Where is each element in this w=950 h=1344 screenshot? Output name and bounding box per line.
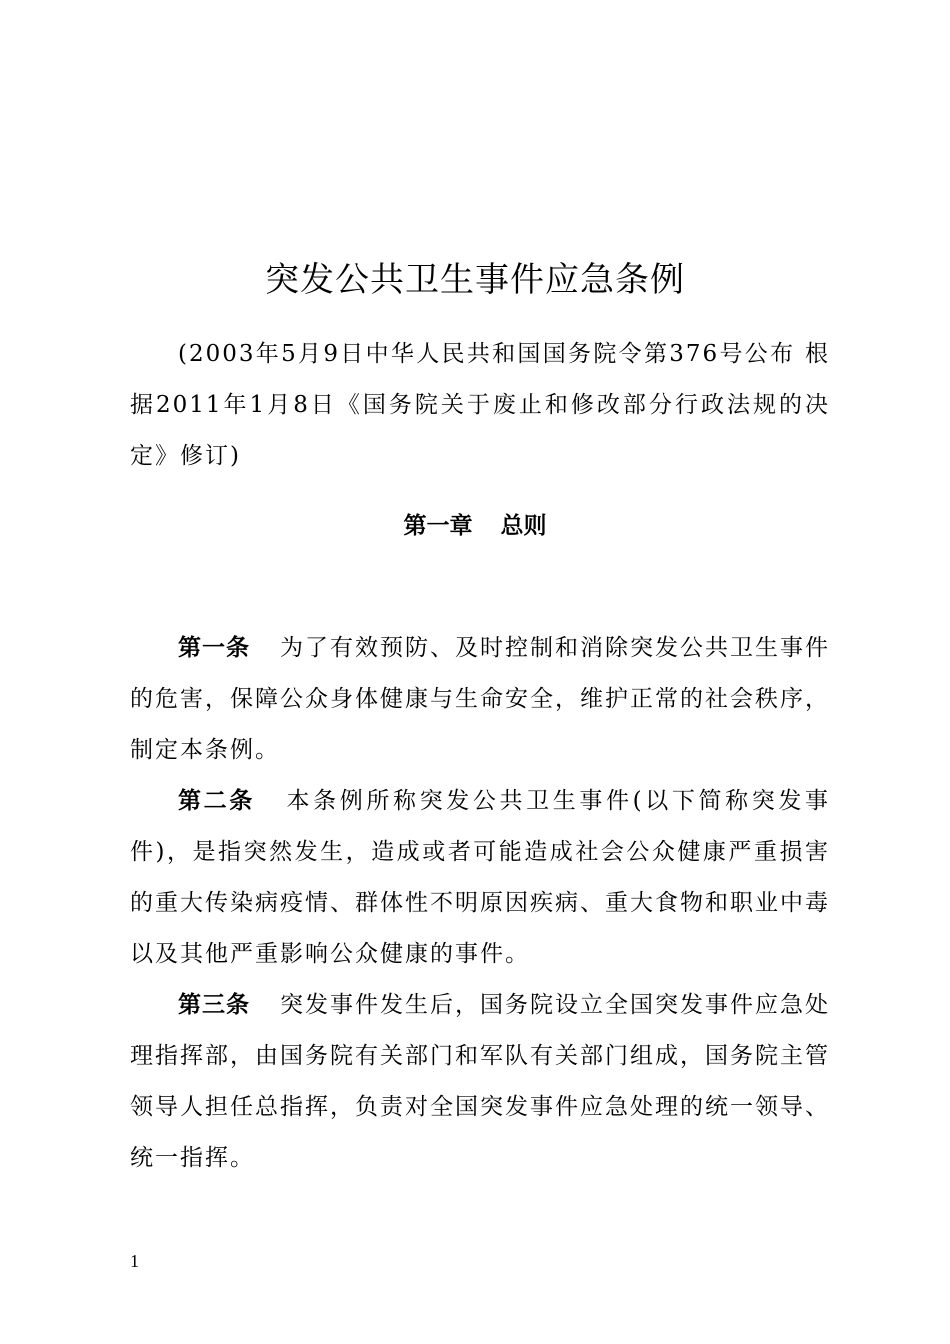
chapter-heading — [0, 506, 950, 546]
document-title: 突发公共卫生事件应急条例 — [265, 259, 685, 300]
promulgation-note-text: (2003年5月9日中华人民共和国国务院令第376号公布 根据2011年1月8日《国务院关于废止和修改部分行政法规的决定》修订) — [130, 341, 830, 469]
article-1 — [130, 623, 830, 776]
page-number: 1 — [130, 1251, 139, 1271]
article-2-text: 本条例所称突发公共卫生事件(以下简称突发事件)，是指突然发生，造成或者可能造成社会公众健康严重损害的重大传染病疫情、群体性不明原因疾病、重大食物和职业中毒以及其他严重影响公众健康的事件。 — [130, 788, 831, 967]
article-1-label: 第一条 — [178, 635, 250, 661]
article-1-text: 为了有效预防、及时控制和消除突发公共卫生事件的危害，保障公众身体健康与生命安全，维护正常的社会秩序，制定本条例。 — [130, 635, 830, 763]
article-2-label: 第二条 — [178, 788, 255, 814]
article-3 — [130, 980, 830, 1184]
article-2 — [130, 776, 830, 980]
promulgation-note — [130, 329, 830, 482]
chapter-name: 总则 — [500, 513, 547, 539]
chapter-number: 第一章 — [403, 513, 473, 539]
article-3-label: 第三条 — [178, 992, 250, 1018]
article-3-text: 突发事件发生后，国务院设立全国突发事件应急处理指挥部，由国务院有关部门和军队有关部门组成，国务院主管领导人担任总指挥，负责对全国突发事件应急处理的统一领导、统一指挥。 — [130, 992, 830, 1171]
article-list — [130, 623, 830, 1184]
